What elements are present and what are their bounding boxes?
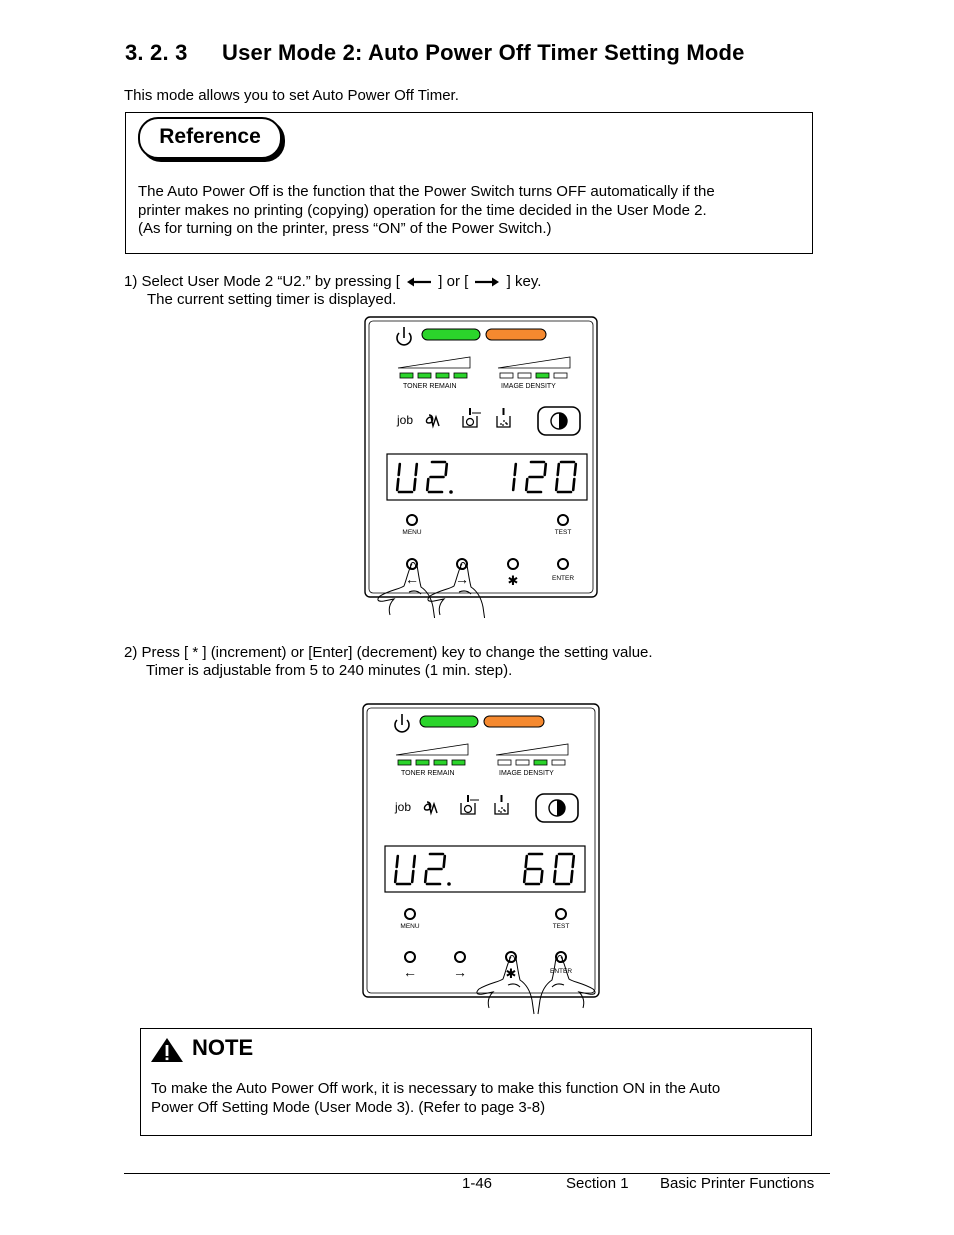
reference-line: printer makes no printing (copying) operation for the time decided in the User Mode 2. (138, 201, 707, 219)
display-segment (526, 856, 527, 867)
star-label: ✱ (505, 966, 517, 981)
display-segment (545, 464, 546, 475)
display-segment (556, 856, 557, 867)
note-line: To make the Auto Power Off work, it is necessary to make this function ON in the Auto (151, 1080, 721, 1097)
control-panel-illustration-1 (355, 316, 600, 618)
warning-triangle-icon (150, 1037, 184, 1063)
right-arrow-label: → (455, 571, 469, 587)
test-button (558, 515, 568, 525)
note-line: Power Off Setting Mode (User Mode 3). (Refer to page 3-8) (151, 1098, 546, 1116)
lcd-display (387, 454, 587, 500)
reference-line: (As for turning on the printer, press “ON” of the Power Switch.) (138, 220, 552, 237)
display-decimal-point (447, 882, 451, 886)
left-arrow-label: ← (405, 571, 419, 587)
display-segment (524, 871, 525, 882)
toner-remain-label: TONER REMAIN (401, 770, 455, 777)
density-led (536, 373, 549, 378)
test-label: TEST (552, 923, 570, 930)
section-heading (125, 40, 745, 66)
toner-led (416, 760, 429, 765)
attention-indicator-orange (484, 716, 544, 727)
toner-led (398, 760, 411, 765)
step-2-line-2: Timer is adjustable from 5 to 240 minutes (1 min. step). (146, 662, 513, 679)
display-segment (541, 871, 542, 882)
step-1-line-2: The current setting timer is displayed. (147, 291, 397, 308)
star-button (508, 559, 518, 569)
waste-toner-icon (500, 811, 502, 813)
menu-label: MENU (402, 529, 422, 536)
ready-indicator-green (420, 716, 478, 727)
density-led (500, 373, 513, 378)
enter-label: ENTER (549, 968, 573, 975)
display-segment (558, 464, 559, 475)
display-segment (526, 479, 527, 490)
waste-toner-icon (501, 807, 503, 809)
note-heading: NOTE (192, 1035, 254, 1060)
section-title: User Mode 2: Auto Power Off Timer Setting Mode (222, 40, 745, 65)
waste-toner-icon (502, 424, 504, 426)
density-led (534, 760, 547, 765)
waste-toner-icon (498, 810, 500, 812)
display-segment (427, 479, 428, 490)
display-segment (444, 856, 445, 867)
toner-remain-label: TONER REMAIN (403, 383, 457, 390)
density-led (552, 760, 565, 765)
job-label: job (397, 413, 414, 427)
menu-button (407, 515, 417, 525)
density-led (554, 373, 567, 378)
display-segment (573, 479, 574, 490)
toner-led (400, 373, 413, 378)
step-1-line-1: 1) Select User Mode 2 “U2.” by pressing [ ] or [ ] key. (124, 273, 542, 290)
display-segment (573, 856, 574, 867)
test-button (556, 909, 566, 919)
footer-rule (124, 1173, 830, 1174)
right-button (455, 952, 465, 962)
menu-label: MENU (400, 923, 420, 930)
display-segment (416, 464, 417, 475)
display-segment (414, 479, 415, 490)
reference-text (138, 183, 798, 239)
display-segment (395, 871, 396, 882)
waste-toner-icon (505, 422, 507, 424)
display-segment (513, 479, 514, 490)
footer-title: Basic Printer Functions (660, 1175, 815, 1192)
star-label: ✱ (507, 573, 519, 588)
left-arrow-key-icon (404, 275, 434, 289)
display-segment (412, 871, 413, 882)
ready-indicator-green (422, 329, 480, 340)
display-segment (414, 856, 415, 867)
menu-button (405, 909, 415, 919)
job-label: job (395, 800, 412, 814)
intro-text: This mode allows you to set Auto Power Off Timer. (124, 87, 459, 104)
display-decimal-point (449, 490, 453, 494)
density-led (518, 373, 531, 378)
footer-page-number: 1-46 (462, 1175, 493, 1192)
step-2-line-1: 2) Press [ * ] (increment) or [Enter] (decrement) key to change the setting value. (124, 644, 653, 661)
toner-led (454, 373, 467, 378)
right-arrow-label: → (453, 964, 467, 980)
footer-section: Section 1 (566, 1175, 629, 1192)
right-arrow-key-icon (472, 275, 502, 289)
lcd-display (385, 846, 585, 892)
enter-button (558, 559, 568, 569)
left-arrow-label: ← (403, 964, 417, 980)
display-segment (425, 871, 426, 882)
enter-label: ENTER (551, 575, 575, 582)
waste-toner-icon (500, 423, 502, 425)
display-segment (554, 871, 555, 882)
display-segment (397, 479, 398, 490)
image-density-label: IMAGE DENSITY (499, 770, 554, 777)
note-text (151, 1080, 791, 1117)
display-segment (399, 464, 400, 475)
reference-line: The Auto Power Off is the function that the Power Switch turns OFF automatically if the (138, 183, 715, 200)
display-segment (446, 464, 447, 475)
density-led (498, 760, 511, 765)
test-label: TEST (554, 529, 572, 536)
display-segment (571, 871, 572, 882)
attention-indicator-orange (486, 329, 546, 340)
display-segment (397, 856, 398, 867)
section-number: 3. 2. 3 (125, 40, 188, 65)
display-segment (515, 464, 516, 475)
reference-badge: Reference (138, 117, 282, 159)
waste-toner-icon (503, 809, 505, 811)
left-button (405, 952, 415, 962)
toner-led (452, 760, 465, 765)
toner-led (436, 373, 449, 378)
control-panel-illustration-2 (355, 703, 605, 1015)
display-segment (556, 479, 557, 490)
image-density-label: IMAGE DENSITY (501, 383, 556, 390)
toner-led (418, 373, 431, 378)
toner-led (434, 760, 447, 765)
waste-toner-icon (503, 420, 505, 422)
density-led (516, 760, 529, 765)
display-segment (575, 464, 576, 475)
